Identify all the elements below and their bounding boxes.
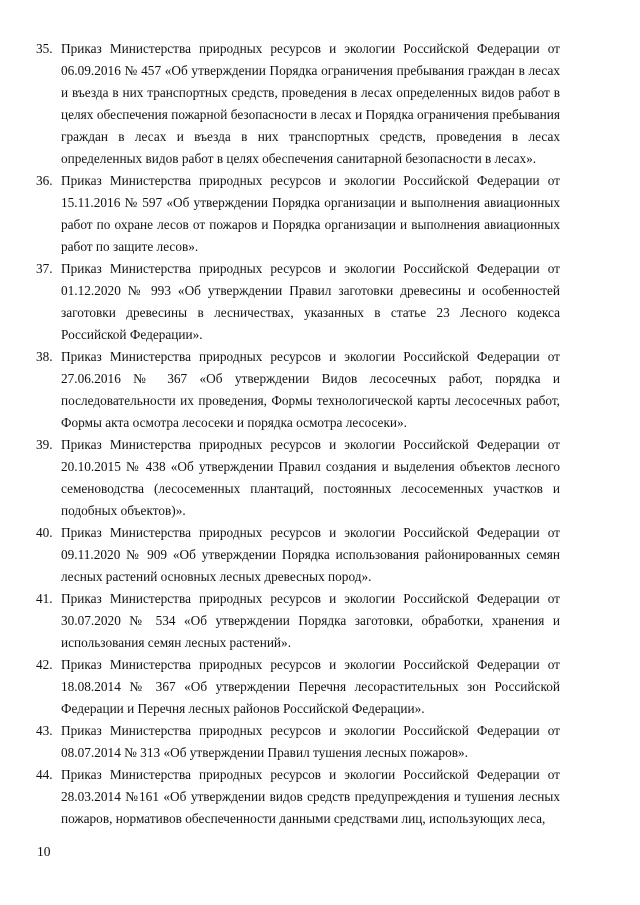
list-item [36,654,560,720]
list-item [36,720,560,764]
item-number: 37. [36,261,53,276]
item-number: 38. [36,349,53,364]
item-text: Приказ Министерства природных ресурсов и экологии Российской Федерации от 18.08.2014 № 367 «Об утверждении Перечня лесорастительных зон Российской Федерации и Перечня лесных районов Российской Федерации». [61,657,560,716]
item-text: Приказ Министерства природных ресурсов и экологии Российской Федерации от 20.10.2015 № 438 «Об утверждении Правил создания и выделения объектов лесного семеноводства (лесосеменных плантаций, постоянных лесосеменных участков и подобных объектов)». [61,437,560,518]
item-number: 43. [36,723,53,738]
list-item [36,346,560,434]
item-text: Приказ Министерства природных ресурсов и экологии Российской Федерации от 28.03.2014 №161 «Об утверждении видов средств предупреждения и тушения лесных пожаров, нормативов обеспеченности данными средствами лиц, использующих леса, [61,767,560,826]
list-item [36,38,560,170]
item-text: Приказ Министерства природных ресурсов и экологии Российской Федерации от 30.07.2020 № 534 «Об утверждении Порядка заготовки, обработки, хранения и использования семян лесных растений». [61,591,560,650]
list-item [36,258,560,346]
item-number: 42. [36,657,53,672]
item-text: Приказ Министерства природных ресурсов и экологии Российской Федерации от 15.11.2016 № 597 «Об утверждении Порядка организации и выполнения авиационных работ по охране лесов от пожаров и Порядка организации и выполнения авиационных работ по защите лесов». [61,173,560,254]
item-number: 39. [36,437,53,452]
item-number: 35. [36,41,53,56]
item-text: Приказ Министерства природных ресурсов и экологии Российской Федерации от 01.12.2020 № 993 «Об утверждении Правил заготовки древесины и особенностей заготовки древесины в лесничествах, указанных в статье 23 Лесного кодекса Российской Федерации». [61,261,560,342]
item-number: 41. [36,591,53,606]
item-number: 36. [36,173,53,188]
list-item [36,522,560,588]
list-item [36,434,560,522]
list-item [36,764,560,830]
item-text: Приказ Министерства природных ресурсов и экологии Российской Федерации от 27.06.2016 № 367 «Об утверждении Видов лесосечных работ, порядка и последовательности их проведения, Формы технологической карты лесосечных работ, Формы акта осмотра лесосеки и порядка осмотра лесосеки». [61,349,560,430]
item-text: Приказ Министерства природных ресурсов и экологии Российской Федерации от 08.07.2014 № 313 «Об утверждении Правил тушения лесных пожаров». [61,723,560,760]
legal-acts-list [36,38,560,830]
item-number: 40. [36,525,53,540]
item-number: 44. [36,767,53,782]
item-text: Приказ Министерства природных ресурсов и экологии Российской Федерации от 09.11.2020 № 909 «Об утверждении Порядка использования районированных семян лесных растений основных лесных древесных пород». [61,525,560,584]
item-text: Приказ Министерства природных ресурсов и экологии Российской Федерации от 06.09.2016 № 457 «Об утверждении Порядка ограничения пребывания граждан в лесах и въезда в них транспортных средств, проведения в лесах определенных видов работ в целях обеспечения пожарной безопасности в лесах и Порядка ограничения пребывания граждан в лесах и въезда в них транспортных средств, проведения в лесах определенных видов работ в целях обеспечения санитарной безопасности в лесах». [61,41,560,166]
page-number: 10 [37,844,51,859]
list-item [36,588,560,654]
list-item [36,170,560,258]
